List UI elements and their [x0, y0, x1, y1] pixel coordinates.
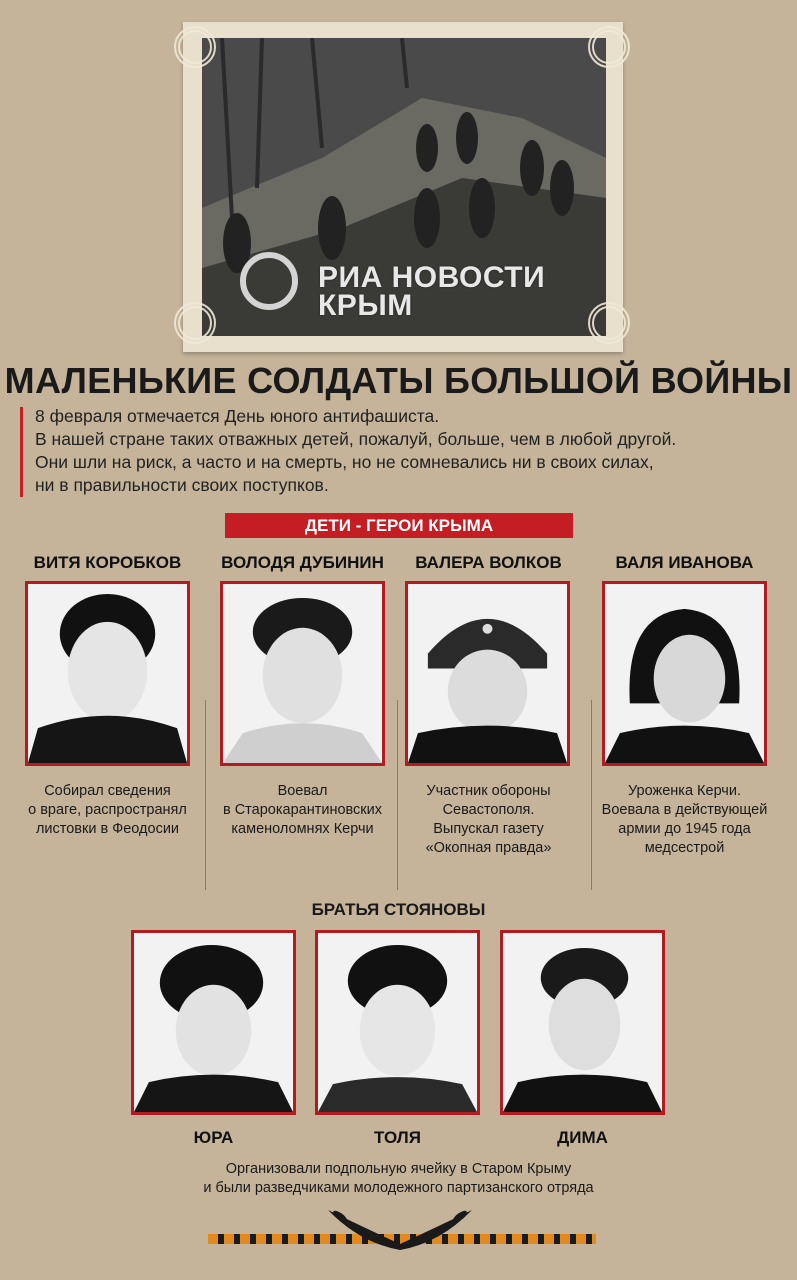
intro-line: В нашей стране таких отважных детей, пожалуй, больше, чем в любой другой.	[35, 429, 677, 449]
brother-portrait	[500, 930, 665, 1115]
intro-accent-bar	[20, 407, 23, 497]
brother-name: ДИМА	[557, 1128, 608, 1147]
desc-line: Организовали подпольную ячейку в Старом Крыму	[225, 1161, 572, 1177]
corner-ornament-icon	[174, 302, 216, 344]
hero-name: ВИТЯ КОРОБКОВ	[33, 553, 182, 572]
ria-novosti-logo: РИА НОВОСТИ КРЫМ	[318, 261, 546, 322]
hero-portrait	[25, 581, 190, 766]
hero-description	[592, 782, 777, 858]
hero-portrait	[220, 581, 385, 766]
hero-name: ВАЛЕРА ВОЛКОВ	[415, 553, 562, 572]
hero-portrait	[405, 581, 570, 766]
hero-name: ВАЛЯ ИВАНОВА	[615, 553, 754, 572]
intro-line: ни в правильности своих поступков.	[35, 475, 329, 495]
laurel-wreath-icon	[320, 1198, 480, 1253]
intro-line: 8 февраля отмечается День юного антифашиста.	[35, 406, 440, 426]
brothers-description	[0, 1160, 797, 1198]
desc-line: армии до 1945 года	[618, 821, 751, 837]
brothers-title: БРАТЬЯ СТОЯНОВЫ	[311, 900, 486, 919]
intro-line: Они шли на риск, а часто и на смерть, но не сомневались ни в своих силах,	[35, 452, 654, 472]
brother-name: ТОЛЯ	[374, 1128, 421, 1147]
desc-line: Уроженка Керчи.	[628, 783, 741, 799]
desc-line: и были разведчиками молодежного партизанского отряда	[203, 1180, 594, 1196]
desc-line: Воевала в действующей	[601, 802, 768, 818]
desc-line: медсестрой	[644, 840, 725, 856]
corner-ornament-icon	[174, 26, 216, 68]
desc-line: Воевал	[277, 783, 328, 799]
ria-logo-mark	[240, 252, 298, 310]
hero-description	[15, 782, 200, 839]
hero-name: ВОЛОДЯ ДУБИНИН	[221, 553, 384, 572]
brother-name: ЮРА	[193, 1128, 234, 1147]
page-title: МАЛЕНЬКИЕ СОЛДАТЫ БОЛЬШОЙ ВОЙНЫ	[4, 360, 793, 401]
intro-text	[35, 405, 775, 497]
desc-line: о враге, распространял	[28, 802, 187, 818]
brother-portrait	[315, 930, 480, 1115]
desc-line: Севастополя.	[442, 802, 535, 818]
brother-portrait	[131, 930, 296, 1115]
desc-line: листовки в Феодосии	[35, 821, 180, 837]
desc-line: в Старокарантиновских	[222, 802, 383, 818]
corner-ornament-icon	[588, 26, 630, 68]
desc-line: Участник обороны	[426, 783, 551, 799]
desc-line: Выпускал газету	[433, 821, 544, 837]
corner-ornament-icon	[588, 302, 630, 344]
hero-description	[210, 782, 395, 839]
hero-portrait	[602, 581, 767, 766]
column-divider	[205, 700, 206, 890]
desc-line: Собирал сведения	[44, 783, 171, 799]
desc-line: каменоломнях Керчи	[231, 821, 374, 837]
desc-line: «Окопная правда»	[425, 840, 552, 856]
hero-description	[396, 782, 581, 858]
section-banner: ДЕТИ - ГЕРОИ КРЫМА	[225, 513, 573, 538]
